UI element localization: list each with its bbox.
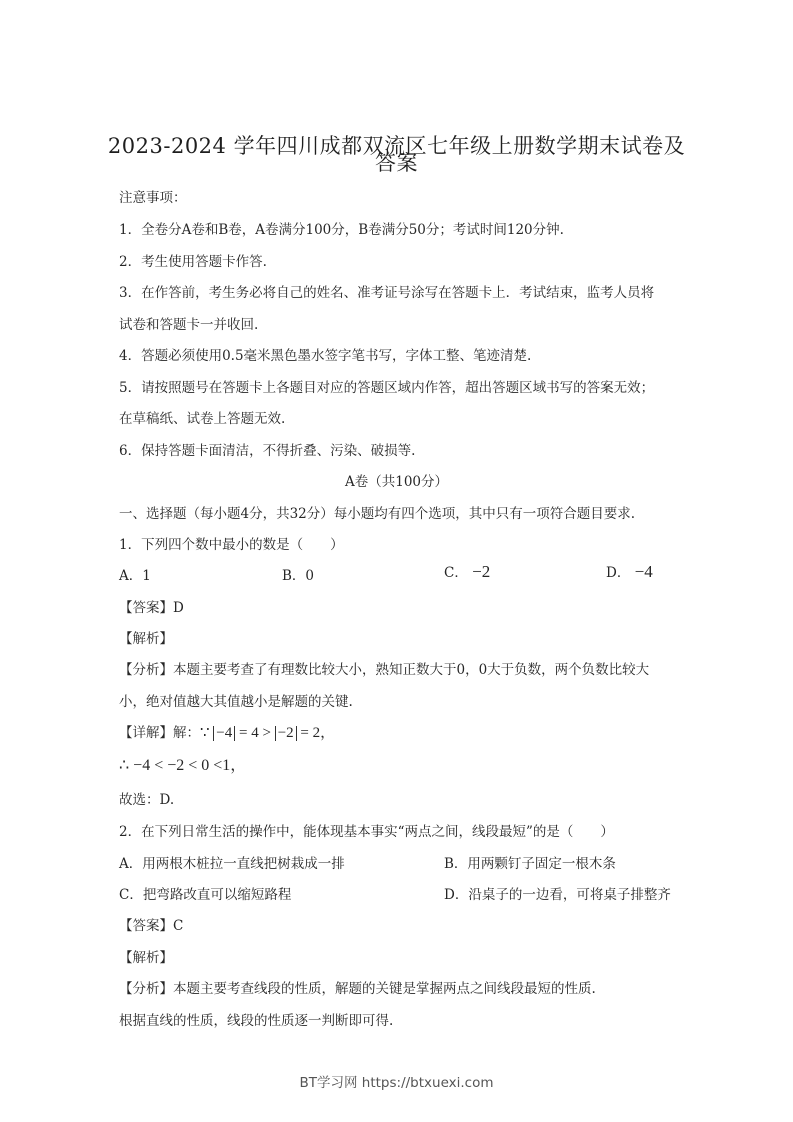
question-2-option-d: D．沿桌子的一边看，可将桌子排整齐 xyxy=(444,887,671,903)
question-1-answer: 【答案】D xyxy=(119,600,184,616)
question-1-stem: 1．下列四个数中最小的数是（ ） xyxy=(119,537,344,553)
question-2-option-c: C．把弯路改直可以缩短路程 xyxy=(119,887,292,903)
question-2-option-b: B．用两颗钉子固定一根木条 xyxy=(444,856,616,872)
notice-item: 4．答题必须使用0.5毫米黑色墨水签字笔书写，字体工整、笔迹清楚. xyxy=(119,348,532,364)
question-2-analysis: 【分析】本题主要考查线段的性质，解题的关键是掌握两点之间线段最短的性质. xyxy=(119,981,596,997)
question-1-analysis-label: 【解析】 xyxy=(119,631,173,647)
notice-item: 2．考生使用答题卡作答. xyxy=(119,254,267,270)
question-1-option-d: D． −4 xyxy=(606,562,653,581)
question-1-option-c: C． −2 xyxy=(444,562,491,581)
notice-item: 5．请按照题号在答题卡上各题目对应的答题区域内作答，超出答题区域书写的答案无效； xyxy=(119,380,655,396)
question-1-conclusion: 故选：D. xyxy=(119,792,175,808)
question-1-analysis: 【分析】本题主要考查了有理数比较大小，熟知正数大于0，0大于负数，两个负数比较大 xyxy=(119,662,650,678)
notice-item: 在草稿纸、试卷上答题无效. xyxy=(119,411,286,427)
question-1-analysis-cont: 小，绝对值越大其值越小是解题的关键. xyxy=(119,694,353,710)
question-1-therefore: ∴ −4 < −2 < 0 <1， xyxy=(119,757,247,774)
question-1-option-b: B．0 xyxy=(282,568,315,584)
question-1-option-a: A．1 xyxy=(119,568,151,584)
section-a-heading: A卷（共100分） xyxy=(344,474,449,490)
notice-item: 3．在作答前，考生务必将自己的姓名、准考证号涂写在答题卡上．考试结束，监考人员将 xyxy=(119,285,655,301)
question-2-option-a: A．用两根木桩拉一直线把树栽成一排 xyxy=(119,856,345,872)
footer-watermark: BT学习网 https://btxuexi.com xyxy=(299,1075,494,1091)
question-2-stem: 2．在下列日常生活的操作中，能体现基本事实“两点之间，线段最短”的是（ ） xyxy=(119,824,614,840)
document-title-line2: 答案 xyxy=(375,151,418,175)
notice-heading: 注意事项： xyxy=(119,190,187,206)
question-2-analysis-label: 【解析】 xyxy=(119,950,173,966)
notice-item: 6．保持答题卡面清洁，不得折叠、污染、破损等. xyxy=(119,443,416,459)
document-title-line1: 2023-2024 学年四川成都双流区七年级上册数学期末试卷及 xyxy=(107,134,686,158)
notice-item: 试卷和答题卡一并收回. xyxy=(119,317,259,333)
notice-item: 1．全卷分A卷和B卷，A卷满分100分，B卷满分50分；考试时间120分钟. xyxy=(119,222,564,238)
question-2-answer: 【答案】C xyxy=(119,918,184,934)
question-2-analysis-cont: 根据直线的性质，线段的性质逐一判断即可得. xyxy=(119,1013,394,1029)
part1-heading: 一、选择题（每小题4分，共32分）每小题均有四个选项，其中只有一项符合题目要求. xyxy=(119,506,636,522)
question-1-detail: 【详解】解：∵ −4 = 4 > −2 = 2， xyxy=(119,725,336,741)
